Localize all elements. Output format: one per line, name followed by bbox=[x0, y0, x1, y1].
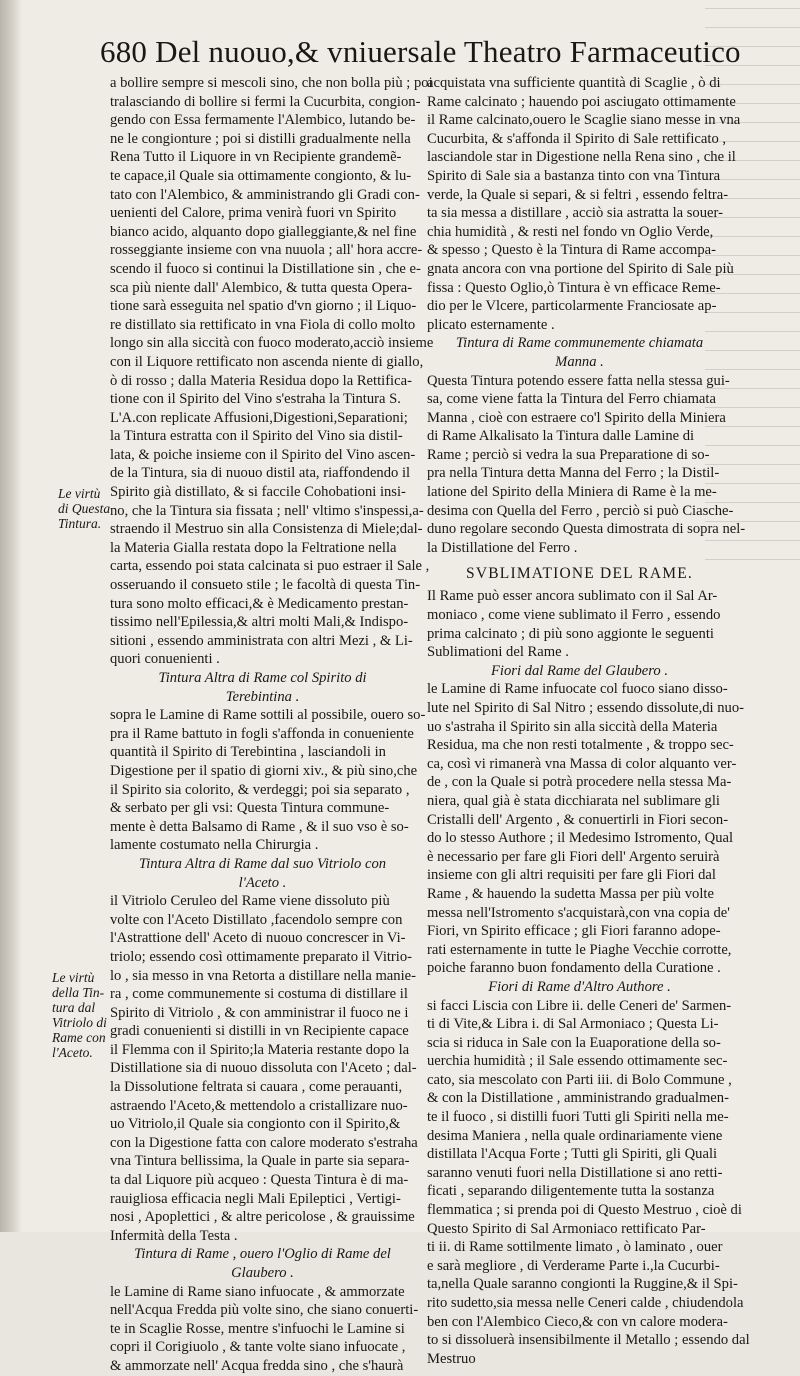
text-line: pra il Rame battuto in fogli s'affonda in conueniente bbox=[110, 725, 414, 742]
text-line: uenienti del Calore, prima venirà fuori vn Spirito bbox=[110, 205, 397, 222]
text-line: dio per le Vlcere, particolarmente Franciosate ap- bbox=[427, 298, 717, 315]
text-line: ne le congionture ; poi si distilli gradualmente nella bbox=[110, 130, 411, 147]
text-line: Fiori, vn Spirito efficace ; gli Fiori faranno adope- bbox=[427, 923, 721, 940]
text-line: L'A.con replicate Affusioni,Digestioni,Separationi; bbox=[110, 409, 408, 426]
text-line: Rena Tutto il Liquore in vn Recipiente grandemẽ- bbox=[110, 149, 402, 166]
text-line: bianco acido, alquanto dopo gialleggiante,& nel fine bbox=[110, 223, 417, 240]
text-line: Questo Spirito di Sal Armoniaco rettificato Par- bbox=[427, 1220, 706, 1237]
binding-gutter bbox=[0, 0, 22, 1232]
text-line: sca più niente dall' Alembico, & tutta questa Opera- bbox=[110, 279, 413, 296]
text-line: quantità il Spirito di Terebintina , lasciandoli in bbox=[110, 744, 386, 761]
text-line: te capace,il Quale sia ottimamente congionto, & lu- bbox=[110, 167, 412, 184]
text-line: do lo stesso Authore ; il Medesimo Istromento, Qual bbox=[427, 830, 734, 847]
text-line: tato con l'Alembico, & amministrando gli Gradi con- bbox=[110, 186, 420, 203]
text-line: Residua, ma che non resti totalmente , & troppo sec- bbox=[427, 737, 734, 754]
text-line: sopra le Lamine di Rame sottili al possibile, ouero so- bbox=[110, 707, 426, 724]
text-line: flemmatica ; si prenda poi di Questo Mestruo , cioè di bbox=[427, 1202, 742, 1219]
text-line: quori conuenienti . bbox=[110, 651, 220, 668]
text-line: duno regolare secondo Questa dimostrata di sopra nel- bbox=[427, 521, 746, 538]
text-line: Mestruo bbox=[427, 1350, 476, 1367]
text-line: poiche faranno buon fondamento della Curatione . bbox=[427, 960, 721, 977]
text-line: messa nell'Istromento s'acquistarà,con vna copia de' bbox=[427, 904, 730, 921]
text-line: & ammorzate nell' Acqua fredda sino , che s'haurà bbox=[110, 1357, 404, 1374]
text-line: lamente costumato nella Chirurgia . bbox=[110, 837, 319, 854]
section-heading: SVBLIMATIONE DEL RAME. bbox=[466, 565, 693, 583]
margin-note-line: della Tin- bbox=[52, 985, 105, 1000]
margin-note-line: Le virtù bbox=[52, 970, 95, 985]
text-line: con il Liquore rettificato non ascenda niente di giallo, bbox=[110, 353, 424, 370]
running-header bbox=[100, 32, 740, 72]
text-line: de la Tintura, sia di nuouo distil ata, riaffondendo il bbox=[110, 465, 411, 482]
text-line: e sarà megliore , di Verderame Parte i.,la Cucurbi- bbox=[427, 1257, 720, 1274]
text-line: insieme con gli altri requisiti per fare gli Fiori dal bbox=[427, 867, 716, 884]
text-line: Spirito di Vitriolo , & con amministrar il fuoco ne i bbox=[110, 1004, 409, 1021]
text-line: sa, come viene fatta la Tintura del Ferro chiamata bbox=[427, 391, 716, 408]
text-line: gnata ancora con vna portione del Spirito di Sale più bbox=[427, 260, 734, 277]
text-line: rauigliosa efficacia negli Mali Epileptici , Vertigi- bbox=[110, 1190, 401, 1207]
text-line: con la Digestione fatta con calore moderato s'estraha bbox=[110, 1134, 418, 1151]
text-line: to si dissoluerà insensibilmente il Metallo ; essendo dal bbox=[427, 1332, 750, 1349]
text-line: verde, la Quale si separi, & si feltri , essendo feltra- bbox=[427, 186, 729, 203]
text-line: ta,nella Quale saranno congionti la Ruggine,& il Spi- bbox=[427, 1276, 738, 1293]
text-line: Il Rame può esser ancora sublimato con il Sal Ar- bbox=[427, 588, 718, 605]
text-line: triolo; essendo così ottimamente preparato il Vitrio- bbox=[110, 948, 413, 965]
text-line: Questa Tintura potendo essere fatta nella stessa gui- bbox=[427, 372, 730, 389]
text-line: il Flemma con il Spirito;la Materia restante dopo la bbox=[110, 1041, 410, 1058]
margin-note-line: l'Aceto. bbox=[52, 1045, 93, 1060]
text-line: vna Tintura bellissima, la Quale in parte sia separa- bbox=[110, 1153, 410, 1170]
text-line: tissimo nell'Epilessia,& altri molti Mali,& Indispo- bbox=[110, 614, 409, 631]
text-line: lasciandole star in Digestione nella Rena sino , che il bbox=[427, 149, 736, 166]
recipe-title: Glaubero . bbox=[231, 1265, 294, 1281]
text-line: carta, essendo poi stata calcinata si puo estraer il Sale , bbox=[110, 558, 430, 575]
text-line: astraendo l'Aceto,& mettendolo a cristallizare nuo- bbox=[110, 1097, 408, 1114]
text-line: ti ii. di Rame sottilmente limato , ò laminato , ouer bbox=[427, 1239, 723, 1256]
text-line: & con la Distillatione , amministrando gradualmen- bbox=[427, 1090, 729, 1107]
text-line: le Lamine di Rame infuocate col fuoco siano disso- bbox=[427, 681, 728, 698]
text-line: longo sin alla siccità con fuoco moderato,acciò insieme bbox=[110, 335, 434, 352]
text-line: tralasciando di bollire si fermi la Cucurbita, congion- bbox=[110, 93, 421, 110]
text-line: di Rame Alkalisato la Tintura dalle Lamine di bbox=[427, 428, 695, 445]
text-line: la Materia Gialla restata dopo la Feltratione nella bbox=[110, 539, 397, 556]
text-line: uo s'astraha il Spirito sin alla siccità della Materia bbox=[427, 718, 718, 735]
text-line: la Dissolutione feltrata si cauara , come perauanti, bbox=[110, 1079, 403, 1096]
text-line: & serbato per gli vsi: Questa Tintura commune- bbox=[110, 800, 390, 817]
text-line: Rame ; perciò si vedra la sua Preparatione di so- bbox=[427, 446, 710, 463]
text-line: de , con la Quale si potrà procedere nella stessa Ma- bbox=[427, 774, 732, 791]
text-line: copri il Corigiuolo , & tante volte siano infuocate , bbox=[110, 1339, 406, 1356]
margin-note-line: Vitriolo di bbox=[52, 1015, 107, 1030]
text-line: lute nel Spirito di Sal Nitro ; essendo dissolute,di nuo- bbox=[427, 700, 744, 716]
margin-note-line: Le virtù bbox=[58, 486, 101, 501]
text-line: il Vitriolo Ceruleo del Rame viene dissoluto più bbox=[110, 893, 390, 910]
text-line: te in Scaglie Rosse, mentre s'infuochi le Lamine si bbox=[110, 1320, 405, 1337]
text-line: ta sia messa a distillare , acciò sia astratta la souer- bbox=[427, 205, 723, 222]
left-column bbox=[110, 74, 434, 1376]
margin-note bbox=[58, 486, 118, 531]
text-line: rati esternamente in tutte le Piaghe Vecchie corrotte, bbox=[427, 941, 732, 958]
text-line: Sublimationi del Rame . bbox=[427, 644, 569, 661]
text-line: gendo con Essa fermamente l'Alembico, lutando be- bbox=[110, 112, 416, 129]
recipe-title: Tintura di Rame , ouero l'Oglio di Rame del bbox=[134, 1246, 391, 1263]
text-line: lata, & poiche insieme con il Spirito del Vino ascen- bbox=[110, 446, 416, 463]
text-line: le Lamine di Rame siano infuocate , & ammorzate bbox=[110, 1283, 405, 1300]
text-line: niera, qual già è stata dicchiarata nel sublimare gli bbox=[427, 792, 720, 809]
text-line: & spesso ; Questo è la Tintura di Rame accompa- bbox=[427, 242, 716, 259]
text-line: saranno venuti fuori nella Distillatione si ano retti- bbox=[427, 1164, 723, 1181]
text-line: ta dal Liquore più acqueo : Questa Tintura è di ma- bbox=[110, 1172, 409, 1189]
text-line: è necessario per fare gli Fiori dell' Argento seruirà bbox=[427, 848, 720, 865]
text-line: a bollire sempre si mescoli sino, che non bolla più ; poi bbox=[110, 75, 433, 91]
text-line: fissa : Questo Oglio,ò Tintura è vn efficace Reme- bbox=[427, 279, 721, 296]
text-line: tione sarà esseguita nel spatio d'vn giorno ; il Liquo- bbox=[110, 298, 417, 315]
text-line: distillata l'Acqua Forte ; Tutti gli Spiriti, gli Quali bbox=[427, 1146, 718, 1163]
text-line: tione con il Spirito del Vino s'estraha la Tintura S. bbox=[110, 391, 401, 408]
text-line: tura sono molto efficaci,& è Medicamento prestan- bbox=[110, 595, 409, 612]
margin-note-line: Tintura. bbox=[58, 516, 102, 531]
text-line: l'Astrattione dell' Aceto di nuouo concrescer in Vi- bbox=[110, 930, 406, 947]
recipe-title: Manna . bbox=[555, 353, 604, 370]
recipe-title: Terebintina . bbox=[225, 688, 300, 705]
page-number: 680 bbox=[100, 34, 148, 69]
text-line: mente è detta Balsamo di Rame , & il suo vso è so- bbox=[110, 818, 409, 835]
text-line: desima con Quella del Ferro , perciò si può Ciasche- bbox=[427, 502, 734, 519]
text-line: desima Maniera , nella quale ordinariamente viene bbox=[427, 1127, 723, 1144]
text-line: uerchia humidità ; il Sale essendo ottimamente sec- bbox=[427, 1053, 728, 1070]
text-line: il Spirito sia colorito, & verdeggi; poi sia separato , bbox=[110, 781, 410, 798]
margin-note-line: di Questa bbox=[58, 501, 111, 516]
right-column bbox=[427, 74, 750, 1368]
text-line: gradi conuenienti si distilli in vn Recipiente capace bbox=[110, 1023, 409, 1040]
text-line: il Rame calcinato,ouero le Scaglie siano messe in vna bbox=[427, 112, 741, 129]
text-line: straendo il Mestruo sin alla Consistenza di Miele;dal- bbox=[110, 521, 423, 538]
text-line: scia si riduca in Sale con la Euaporatione della so- bbox=[427, 1034, 721, 1051]
recipe-title: Tintura Altra di Rame dal suo Vitriolo con bbox=[138, 855, 387, 872]
text-line: no, che la Tintura sia fissata ; nell' vltimo s'inspessi,a- bbox=[110, 502, 424, 519]
text-line: Spirito di Sale sia a bastanza tinto con vna Tintura bbox=[427, 167, 721, 184]
recipe-title: l'Aceto . bbox=[238, 874, 287, 891]
recipe-title: Tintura Altra di Rame col Spirito di bbox=[158, 670, 367, 686]
text-line: osseruando il consueto stile ; le facoltà di questa Tin- bbox=[110, 577, 421, 594]
text-line: uo Vitriolo,il Quale sia congionto con il Spirito,& bbox=[110, 1116, 401, 1133]
text-line: Cucurbita, & s'affonda il Spirito di Sale rettificato , bbox=[427, 130, 727, 147]
text-line: Rame , & hauendo la sudetta Massa per più volte bbox=[427, 885, 714, 902]
recipe-title: Fiori di Rame d'Altro Authore . bbox=[488, 978, 671, 995]
text-line: la Distillatione del Ferro . bbox=[427, 539, 578, 556]
text-line: Distillatione sia di nuouo dissoluta con l'Aceto ; dal- bbox=[110, 1060, 417, 1077]
text-line: te il fuoco , si distilli fuori Tutti gli Spiriti nella me- bbox=[427, 1109, 729, 1126]
text-line: cato, sia mescolato con Parti iii. di Bolo Commune , bbox=[427, 1071, 732, 1088]
text-line: plicato esternamente . bbox=[427, 316, 555, 333]
text-line: nosi , Apoplettici , & altre pericolose , & grauissime bbox=[110, 1209, 415, 1226]
margin-note-line: tura dal bbox=[52, 1000, 96, 1015]
text-line: rosseggiante insieme con vna nuuola ; all' hora accre- bbox=[110, 242, 423, 259]
text-line: Manna , cioè con estraere co'l Spirito della Miniera bbox=[427, 409, 726, 426]
text-line: chia humidità , & resti nel fondo vn Oglio Verde, bbox=[427, 223, 714, 240]
text-line: lo , sia messo in vna Retorta a distillare nella manie- bbox=[110, 967, 416, 984]
recipe-title: Fiori dal Rame del Glaubero . bbox=[491, 662, 668, 679]
text-line: ca, così vi rimanerà vna Massa di color alquanto ver- bbox=[427, 755, 737, 772]
text-line: moniaco , come viene sublimato il Ferro , essendo bbox=[427, 607, 721, 624]
text-line: Digestione per il spatio di giorni xiv., & più sino,che bbox=[110, 762, 418, 779]
text-line: re distillato sia rettificato in vna Fiola di collo molto bbox=[110, 316, 416, 333]
text-line: nell'Acqua Fredda più volte sino, che siano conuerti- bbox=[110, 1302, 419, 1319]
text-line: scendo il fuoco si continui la Distillatione sin , che e- bbox=[110, 260, 421, 277]
recipe-title: Tintura di Rame communemente chiamata bbox=[455, 335, 704, 352]
text-line: prima calcinato ; di più sono aggionte le seguenti bbox=[427, 625, 714, 642]
running-title: Del nuouo,& vniuersale Theatro Farmaceutico bbox=[155, 34, 741, 69]
text-line: acquistata vna sufficiente quantità di Scaglie , ò di bbox=[427, 75, 721, 91]
text-line: ben con l'Alembico Cieco,& con vn calore modera- bbox=[427, 1313, 728, 1330]
text-line: Infermità della Testa . bbox=[110, 1227, 238, 1244]
text-line: rito sudetto,sia messa nelle Ceneri calde , chiudendola bbox=[427, 1295, 744, 1311]
text-line: Spirito già distillato, & si faccile Cohobationi insi- bbox=[110, 484, 406, 501]
margin-note-line: Rame con bbox=[52, 1030, 106, 1045]
text-line: volte con l'Aceto Distillato ,facendolo sempre con bbox=[110, 911, 403, 928]
text-line: Rame calcinato ; hauendo poi asciugato ottimamente bbox=[427, 93, 736, 110]
text-line: ra , come communemente si costuma di distillare il bbox=[110, 986, 408, 1003]
text-line: ficati , separando diligentemente tutta la sostanza bbox=[427, 1183, 715, 1200]
text-line: pra nella Tintura detta Manna del Ferro ; la Distil- bbox=[427, 465, 720, 482]
text-line: ò di rosso ; dalla Materia Residua dopo la Rettifica- bbox=[110, 372, 412, 389]
text-line: si facci Liscia con Libre ii. delle Ceneri de' Sarmen- bbox=[427, 997, 732, 1014]
text-line: ti di Vite,& Libra i. di Sal Armoniaco ; Questa Li- bbox=[427, 1016, 719, 1033]
text-line: sitioni , essendo amministrata con altri Mezi , & Li- bbox=[110, 632, 413, 649]
margin-note bbox=[52, 970, 114, 1060]
text-line: la Tintura estratta con il Spirito del Vino sia distil- bbox=[110, 428, 403, 445]
text-line: latione del Spirito della Miniera di Rame è la me- bbox=[427, 484, 717, 501]
text-line: Cristalli dell' Argento , & conuertirli in Fiori secon- bbox=[427, 811, 729, 828]
